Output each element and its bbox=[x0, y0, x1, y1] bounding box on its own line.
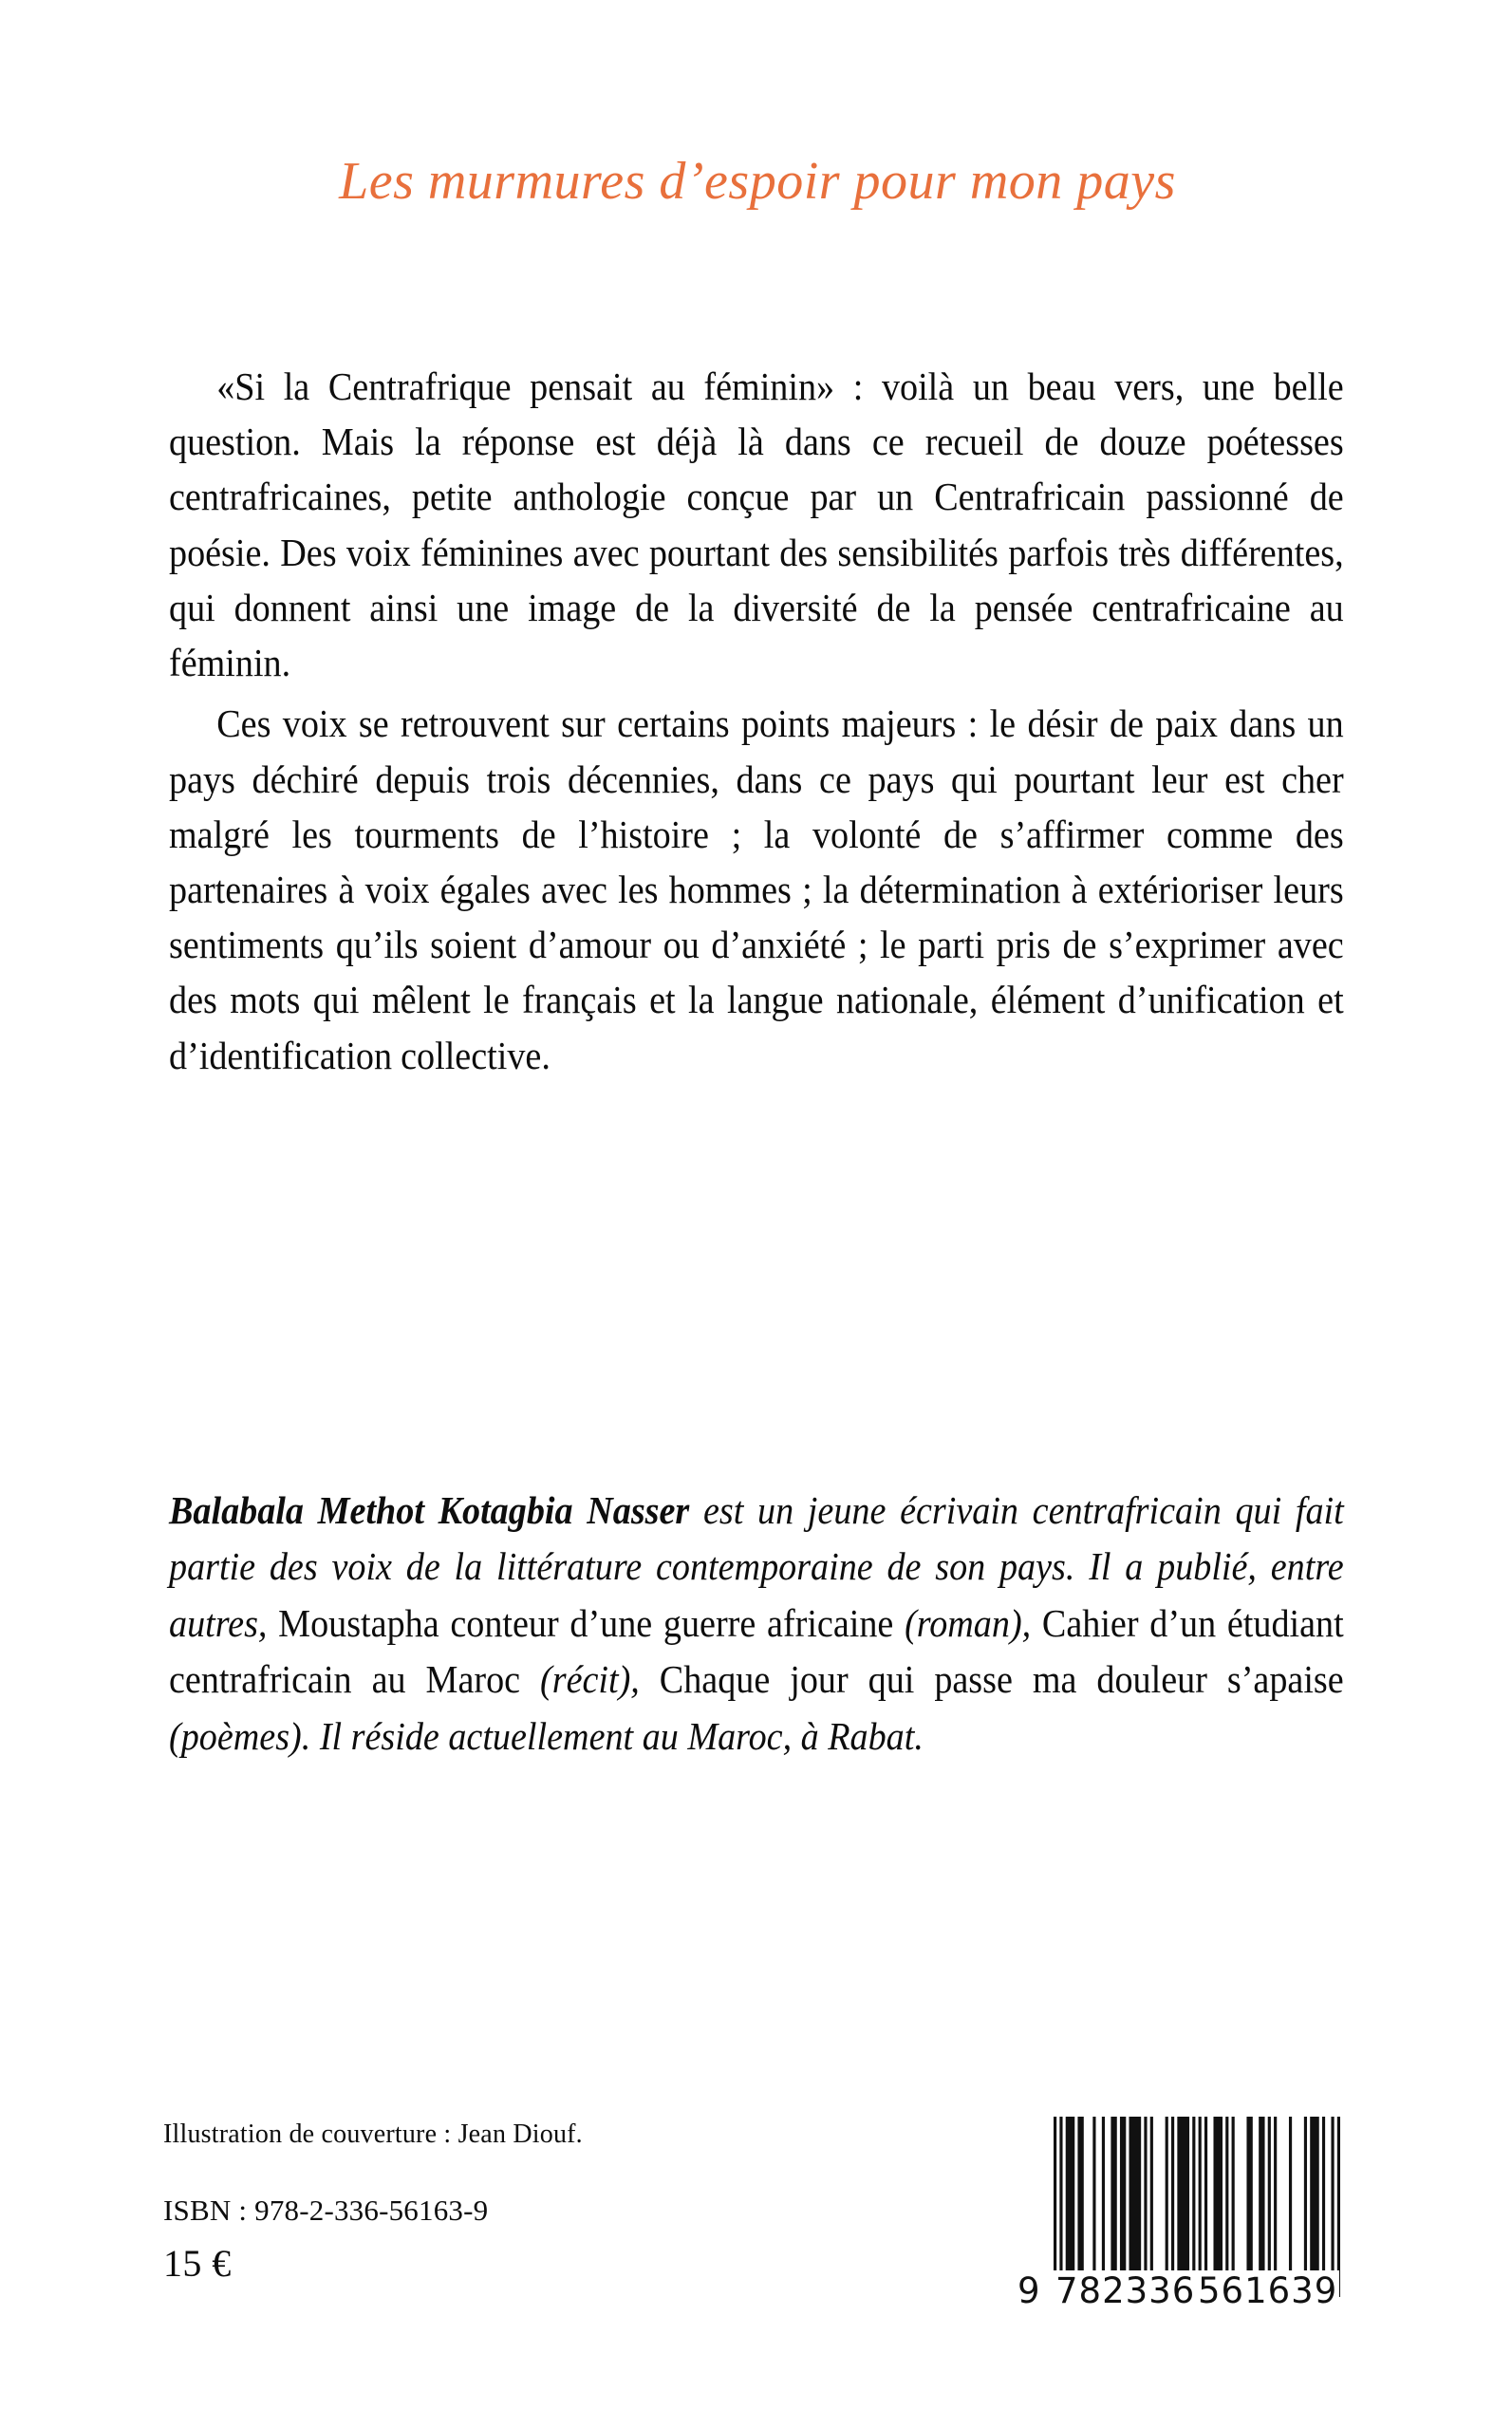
bio-segment-4: (poèmes). Il réside actuellement au Maroc, à Rabat. bbox=[169, 1713, 924, 1758]
bio-segment-2: (roman), bbox=[893, 1600, 1042, 1645]
work-title-3: Chaque jour qui passe ma douleur s’apaise bbox=[659, 1657, 1344, 1702]
cover-illustration-credit: Illustration de couverture : Jean Diouf. bbox=[163, 2120, 583, 2149]
blurb-paragraph-2: Ces voix se retrouvent sur certains points majeurs : le désir de paix dans un pays déchiré depuis trois décennies, dans ce pays qui pourtant leur est cher malgré les tourments de l’histoire ; la volonté de s’affirmer comme des partenaires à voix égales avec les hommes ; la détermination à extérioriser leurs sentiments qu’ils soient d’amour ou d’anxiété ; le parti pris de s’exprimer avec des mots qui mêlent le français et la langue nationale, élément d’unification et d’identification collective. bbox=[169, 701, 1344, 1077]
author-bio-section bbox=[169, 1483, 1344, 1765]
blurb-paragraph-1: «Si la Centrafrique pensait au féminin» : voilà un beau vers, une belle question. Mais la réponse est déjà là dans ce recueil de douze poétesses centrafricaines, petite anthologie conçue par un Centrafricain passionné de poésie. Des voix féminines avec pourtant des sensibilités parfois très différentes, qui donnent ainsi une image de la diversité de la pensée centrafricaine au féminin. bbox=[169, 364, 1344, 685]
price-text: 15 € bbox=[163, 2241, 232, 2285]
work-title-1: Moustapha conteur d’une guerre africaine bbox=[278, 1600, 894, 1645]
footer-info bbox=[163, 2119, 828, 2287]
bio-segment-1: est un jeune écrivain centrafricain qui fait partie des voix de la littérature contemporaine de son pays. Il a publié, entre autres, bbox=[169, 1488, 1344, 1645]
barcode-digit-prefix: 9 bbox=[1017, 2270, 1041, 2311]
book-title: Les murmures d’espoir pour mon pays bbox=[339, 152, 1176, 211]
isbn-text: ISBN : 978-2-336-56163-9 bbox=[163, 2193, 489, 2227]
barcode-digits-right-group: 561639 bbox=[1198, 2270, 1338, 2311]
bio-segment-3: (récit), bbox=[520, 1657, 660, 1702]
ean13-barcode bbox=[1017, 2111, 1348, 2312]
author-name: Balabala Methot Kotagbia Nasser bbox=[169, 1488, 690, 1532]
author-bio-text bbox=[169, 1483, 1344, 1765]
barcode-digits-left-group: 782336 bbox=[1055, 2270, 1196, 2311]
work-title-2: Cahier d’un étudiant centrafricain au Maroc bbox=[169, 1600, 1344, 1702]
blurb-section bbox=[169, 359, 1344, 1089]
barcode-bars bbox=[1017, 2111, 1348, 2312]
